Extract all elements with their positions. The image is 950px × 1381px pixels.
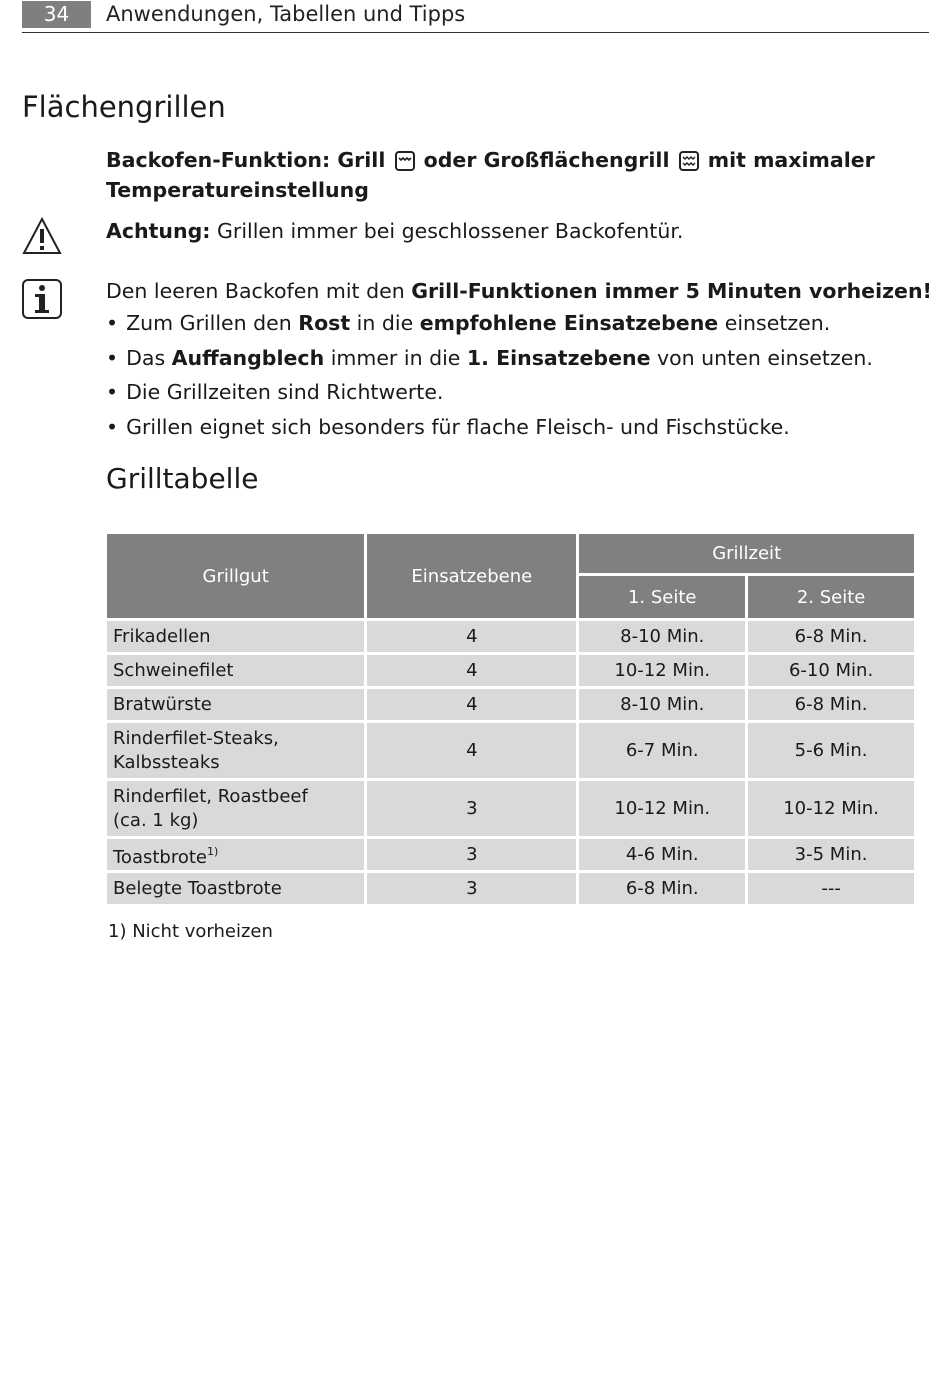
cell-ebene: 4 bbox=[367, 723, 576, 778]
cell-seite-1: 6-8 Min. bbox=[579, 873, 745, 904]
cell-seite-1: 10-12 Min. bbox=[579, 655, 745, 686]
bullet-text: immer in die bbox=[324, 345, 467, 370]
header-seite-2: 2. Seite bbox=[748, 576, 914, 618]
list-item bbox=[106, 375, 936, 410]
cell-ebene: 3 bbox=[367, 839, 576, 870]
cell-ebene: 4 bbox=[367, 655, 576, 686]
bullet-text: von unten einsetzen. bbox=[650, 345, 873, 370]
info-intro-plain: Den leeren Backofen mit den bbox=[106, 279, 412, 303]
cell-seite-2: 3-5 Min. bbox=[748, 839, 914, 870]
cell-ebene: 4 bbox=[367, 621, 576, 652]
info-block bbox=[106, 276, 936, 445]
section-title: Flächengrillen bbox=[22, 90, 226, 124]
cell-grillgut: Belegte Toastbrote bbox=[107, 873, 364, 904]
cell-seite-2: 6-8 Min. bbox=[748, 689, 914, 720]
cell-grillgut: Frikadellen bbox=[107, 621, 364, 652]
bullet-text: Das bbox=[126, 345, 172, 370]
warning-text bbox=[106, 216, 683, 246]
table-row bbox=[107, 723, 914, 778]
header-grillgut: Grillgut bbox=[107, 534, 364, 618]
list-item bbox=[106, 341, 936, 376]
table-row bbox=[107, 873, 914, 904]
warning-body: Grillen immer bei geschlossener Backofentür. bbox=[217, 219, 684, 243]
bullet-text: Grillen eignet sich besonders für flache Fleisch- und Fischstücke. bbox=[126, 415, 790, 440]
cell-grillgut-line-1: Rinderfilet, Roastbeef bbox=[113, 785, 308, 807]
cell-seite-2: 6-8 Min. bbox=[748, 621, 914, 652]
large-area-grill-icon bbox=[679, 151, 699, 171]
warning-label: Achtung: bbox=[106, 219, 211, 243]
table-row bbox=[107, 689, 914, 720]
table-row bbox=[107, 621, 914, 652]
list-item bbox=[106, 410, 936, 445]
table-row bbox=[107, 655, 914, 686]
cell-grillgut bbox=[107, 781, 364, 836]
bullet-text: Die Grillzeiten sind Richtwerte. bbox=[126, 380, 444, 405]
info-icon bbox=[22, 279, 62, 319]
bullet-text: einsetzen. bbox=[718, 311, 831, 335]
page-header bbox=[22, 0, 929, 33]
cell-seite-2: 10-12 Min. bbox=[748, 781, 914, 836]
cell-seite-2: --- bbox=[748, 873, 914, 904]
table-row bbox=[107, 781, 914, 836]
header-einsatzebene: Einsatzebene bbox=[367, 534, 576, 618]
grill-table bbox=[104, 531, 917, 907]
table-title: Grilltabelle bbox=[106, 462, 259, 495]
info-bullets bbox=[106, 306, 936, 445]
info-intro bbox=[106, 276, 936, 306]
cell-grillgut-text: Toastbrote bbox=[113, 846, 207, 868]
cell-grillgut-line-2: Kalbssteaks bbox=[113, 751, 220, 773]
cell-seite-1: 8-10 Min. bbox=[579, 621, 745, 652]
cell-seite-1: 10-12 Min. bbox=[579, 781, 745, 836]
function-suffix: mit maximaler Temperatureinstellung bbox=[106, 148, 875, 202]
function-prefix: Backofen-Funktion: Grill bbox=[106, 148, 386, 172]
bullet-bold: empfohlene Einsatzebene bbox=[419, 311, 719, 335]
cell-ebene: 3 bbox=[367, 781, 576, 836]
cell-grillgut: Schweinefilet bbox=[107, 655, 364, 686]
cell-grillgut bbox=[107, 839, 364, 870]
cell-seite-2: 5-6 Min. bbox=[748, 723, 914, 778]
bullet-text: Zum Grillen den bbox=[126, 311, 299, 335]
bullet-bold: Rost bbox=[298, 311, 351, 335]
header-seite-1: 1. Seite bbox=[579, 576, 745, 618]
bullet-bold: 1. Einsatzebene bbox=[466, 345, 651, 370]
table-footnote: 1) Nicht vorheizen bbox=[108, 921, 273, 942]
bullet-text: in die bbox=[350, 311, 420, 335]
cell-grillgut-line-1: Rinderfilet-Steaks, bbox=[113, 727, 279, 749]
chapter-title: Anwendungen, Tabellen und Tipps bbox=[106, 2, 466, 26]
warning-triangle-icon bbox=[22, 216, 62, 256]
bullet-bold: Auffangblech bbox=[171, 345, 325, 370]
grill-icon bbox=[395, 151, 415, 171]
cell-grillgut: Bratwürste bbox=[107, 689, 364, 720]
header-grillzeit: Grillzeit bbox=[579, 534, 914, 573]
cell-seite-1: 8-10 Min. bbox=[579, 689, 745, 720]
cell-seite-1: 6-7 Min. bbox=[579, 723, 745, 778]
cell-grillgut bbox=[107, 723, 364, 778]
cell-ebene: 4 bbox=[367, 689, 576, 720]
function-middle: oder Großflächengrill bbox=[423, 148, 670, 172]
info-intro-bold: Grill-Funktionen immer 5 Minuten vorheizen! bbox=[411, 279, 932, 303]
cell-ebene: 3 bbox=[367, 873, 576, 904]
oven-function-line bbox=[106, 145, 928, 205]
footnote-marker: 1) bbox=[207, 844, 219, 858]
cell-seite-2: 6-10 Min. bbox=[748, 655, 914, 686]
page-number: 34 bbox=[22, 1, 91, 28]
list-item bbox=[106, 306, 936, 341]
cell-seite-1: 4-6 Min. bbox=[579, 839, 745, 870]
cell-grillgut-line-2: (ca. 1 kg) bbox=[113, 809, 199, 831]
table-row bbox=[107, 839, 914, 870]
